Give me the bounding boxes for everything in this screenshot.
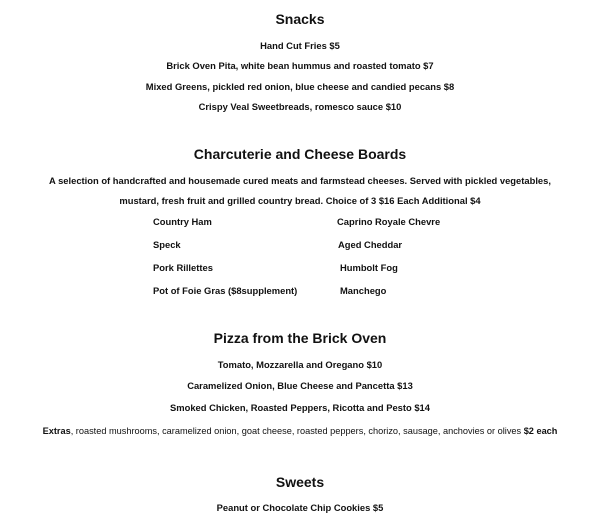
meat-item: Pot of Foie Gras ($8supplement) <box>153 285 298 296</box>
charcuterie-description: A selection of handcrafted and housemade cured meats and farmstead cheeses. Served with pickled vegetables, <box>49 175 551 186</box>
pizza-extras <box>0 425 600 437</box>
meat-item: Pork Rillettes <box>153 262 213 273</box>
extras-text: , roasted mushrooms, caramelized onion, goat cheese, roasted peppers, chorizo, sausage, anchovies or olives <box>70 426 524 436</box>
cheese-item: Humbolt Fog <box>340 262 398 273</box>
menu-item: Mixed Greens, pickled red onion, blue cheese and candied pecans $8 <box>145 81 455 92</box>
pizza-heading: Pizza from the Brick Oven <box>213 330 387 346</box>
cheese-item: Aged Cheddar <box>338 239 403 250</box>
meat-item: Speck <box>153 239 181 250</box>
snacks-heading: Snacks <box>275 11 325 27</box>
charcuterie-description: mustard, fresh fruit and grilled country bread. Choice of 3 $16 Each Additional $4 <box>119 195 481 206</box>
extras-label: Extras <box>42 426 71 436</box>
menu-item: Caramelized Onion, Blue Cheese and Pancetta $13 <box>187 380 413 391</box>
menu-item: Hand Cut Fries $5 <box>260 40 340 51</box>
sweets-heading: Sweets <box>275 474 325 490</box>
charcuterie-heading: Charcuterie and Cheese Boards <box>193 146 407 162</box>
menu-item: Peanut or Chocolate Chip Cookies $5 <box>216 502 384 513</box>
menu-item: Brick Oven Pita, white bean hummus and roasted tomato $7 <box>166 60 434 71</box>
meat-item: Country Ham <box>153 216 212 227</box>
menu-item: Tomato, Mozzarella and Oregano $10 <box>217 359 383 370</box>
menu-item: Crispy Veal Sweetbreads, romesco sauce $10 <box>198 101 402 112</box>
cheese-item: Caprino Royale Chevre <box>337 216 441 227</box>
extras-price: $2 each <box>523 426 558 436</box>
menu-item: Smoked Chicken, Roasted Peppers, Ricotta and Pesto $14 <box>170 402 430 413</box>
cheese-item: Manchego <box>340 285 387 296</box>
